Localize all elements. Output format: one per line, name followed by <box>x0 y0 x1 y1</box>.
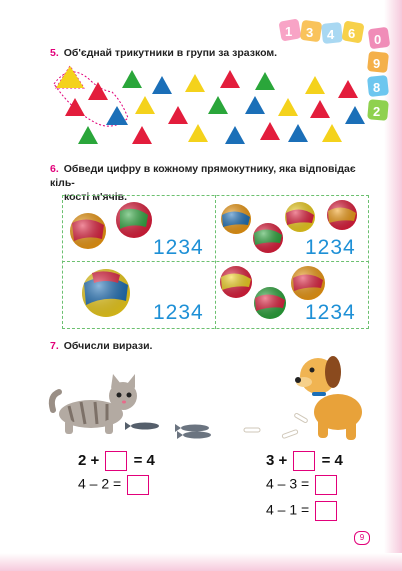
bone <box>282 429 298 438</box>
triangle <box>288 124 308 142</box>
triangle <box>225 126 245 144</box>
svg-text:3: 3 <box>306 25 314 40</box>
task-5-text: Об'єднай трикутники в групи за зразком. <box>63 47 278 59</box>
ball <box>221 204 251 234</box>
ball <box>70 213 106 249</box>
triangle <box>135 96 155 114</box>
cube-4 <box>321 22 343 44</box>
answer-box[interactable] <box>315 475 337 495</box>
svg-text:2: 2 <box>373 104 381 119</box>
triangles-grid <box>50 62 375 152</box>
triangle <box>208 96 228 114</box>
task-7-text: Обчисли вирази. <box>63 340 153 352</box>
fish <box>131 423 159 430</box>
triangle <box>106 106 128 125</box>
equation-left-2-text: 4 – 2 = <box>78 475 122 492</box>
answer-box[interactable] <box>105 451 127 471</box>
equation-left-2 <box>78 475 151 495</box>
triangle <box>122 70 142 88</box>
triangle <box>322 124 342 142</box>
fish <box>183 432 211 439</box>
triangle <box>220 70 240 88</box>
ball <box>254 287 286 319</box>
cat-with-fish-illustration <box>45 370 215 440</box>
svg-text:4: 4 <box>327 27 335 42</box>
triangle <box>345 106 365 124</box>
triangle <box>88 82 108 100</box>
ball <box>291 266 325 300</box>
triangle <box>255 72 275 90</box>
equation-left-1-part-a: 2 + <box>78 451 100 469</box>
task-7-number: 7. <box>50 340 59 352</box>
task-5-number: 5. <box>50 47 59 59</box>
equation-right-3 <box>266 501 339 521</box>
fish <box>181 425 209 432</box>
digits-cell-3[interactable]: 1234 <box>153 301 204 324</box>
triangle <box>78 126 98 144</box>
equation-right-3-text: 4 – 1 = <box>266 501 310 518</box>
triangle <box>188 124 208 142</box>
triangle <box>310 100 330 118</box>
digits-cell-4[interactable]: 1234 <box>305 301 356 324</box>
equation-left-1 <box>78 451 155 471</box>
svg-text:9: 9 <box>373 56 381 71</box>
ball <box>285 202 315 232</box>
equation-right-1-part-a: 3 + <box>266 451 288 469</box>
triangle <box>185 74 205 92</box>
cube-6 <box>341 20 364 43</box>
triangle <box>278 98 298 116</box>
bone <box>294 413 308 423</box>
triangle <box>260 122 280 140</box>
answer-box[interactable] <box>315 501 337 521</box>
triangle <box>65 98 85 116</box>
digits-cell-1[interactable]: 1234 <box>153 236 204 259</box>
digits-cell-2[interactable]: 1234 <box>305 236 356 259</box>
triangle <box>168 106 188 124</box>
task-6-line1: Обведи цифру в кожному прямокутнику, яка відповідає кіль- <box>50 163 356 189</box>
equation-right-2 <box>266 475 339 495</box>
svg-text:1: 1 <box>285 24 293 39</box>
equation-left-1-part-b: = 4 <box>133 451 155 469</box>
ball <box>116 202 152 238</box>
triangle <box>305 76 325 94</box>
dog-collar <box>312 392 326 396</box>
page-edge-bottom <box>0 553 402 571</box>
cube-0 <box>368 27 391 50</box>
task-7-heading <box>50 339 152 353</box>
ball <box>82 269 130 317</box>
triangle <box>338 80 358 98</box>
dog-with-bones-illustration <box>238 350 373 445</box>
equation-right-1 <box>266 451 343 471</box>
ball <box>220 266 252 298</box>
triangle <box>245 96 265 114</box>
answer-box[interactable] <box>127 475 149 495</box>
triangle <box>132 126 152 144</box>
dog-ear <box>325 356 341 388</box>
ball <box>327 200 357 230</box>
cube-1 <box>278 18 301 41</box>
svg-text:6: 6 <box>348 26 356 41</box>
page-number: 9 <box>354 531 370 545</box>
equation-right-2-text: 4 – 3 = <box>266 475 310 492</box>
equation-right-1-part-b: = 4 <box>321 451 343 469</box>
task-6-line2: кості м'ячів. <box>64 191 127 203</box>
cat-tail <box>52 392 59 410</box>
ball <box>253 223 283 253</box>
svg-text:8: 8 <box>373 80 381 95</box>
cube-3 <box>300 20 323 43</box>
svg-text:0: 0 <box>374 32 382 47</box>
answer-box[interactable] <box>293 451 315 471</box>
task-5-heading <box>50 46 277 60</box>
triangle <box>152 76 172 94</box>
bone <box>244 428 260 432</box>
task-6-number: 6. <box>50 163 59 175</box>
